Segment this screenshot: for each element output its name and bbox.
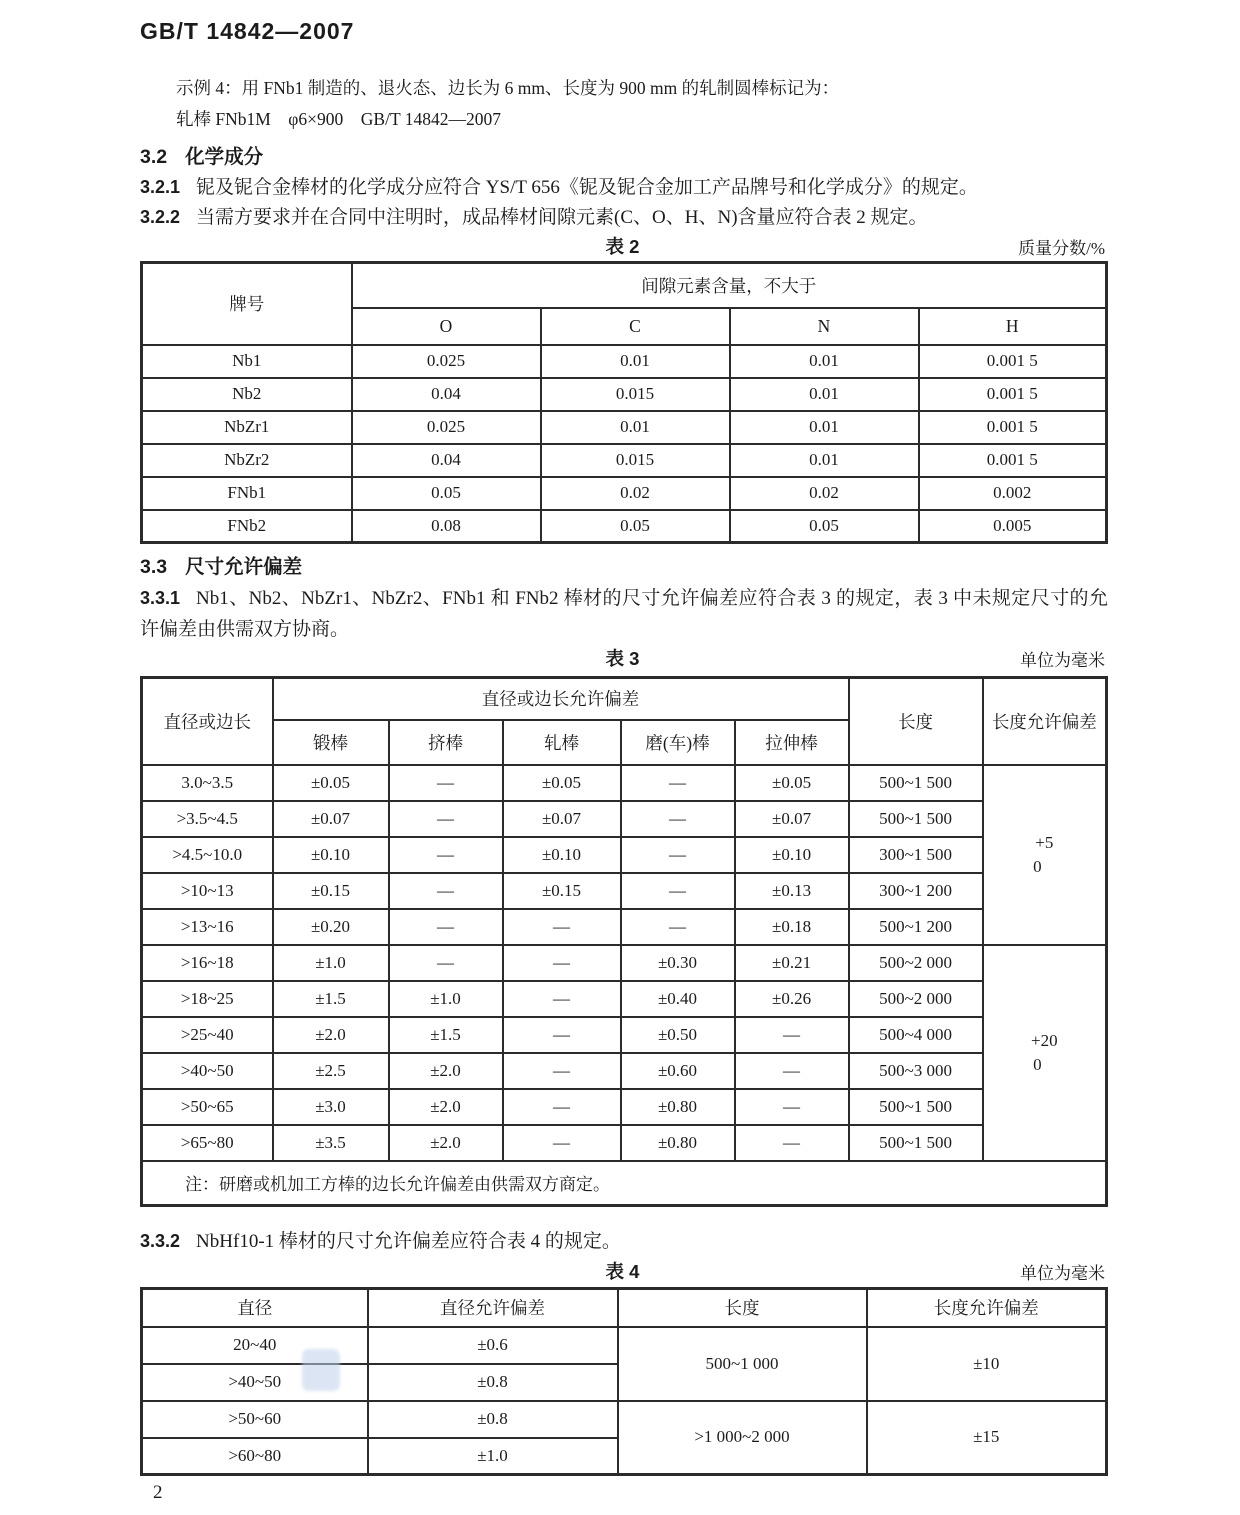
cell: >18~25 [142, 981, 273, 1017]
cell: 20~40 [142, 1327, 368, 1364]
cell: >40~50 [142, 1053, 273, 1089]
clause-3-3-2 [140, 1226, 1108, 1257]
tolerance-upper: +20 [1031, 1030, 1058, 1050]
cell: ±0.50 [621, 1017, 735, 1053]
cell: ±0.07 [735, 801, 849, 837]
cell: — [735, 1125, 849, 1161]
cell: 0.02 [541, 477, 730, 510]
cell: ±0.07 [503, 801, 621, 837]
table-row [142, 765, 1107, 801]
table-2-chemical-composition [140, 261, 1108, 544]
cell: ±1.0 [389, 981, 503, 1017]
cell: ±0.80 [621, 1125, 735, 1161]
table-header-row [142, 263, 1107, 308]
col-header: 轧棒 [503, 720, 621, 765]
cell: 0.01 [730, 345, 919, 378]
table-header-row [142, 678, 1107, 720]
cell: 0.01 [730, 411, 919, 444]
table-row [142, 909, 1107, 945]
cell: 0.002 [919, 477, 1107, 510]
col-header: 直径允许偏差 [368, 1289, 618, 1327]
cell: ±3.5 [273, 1125, 389, 1161]
cell: >16~18 [142, 945, 273, 981]
cell: 0.001 5 [919, 411, 1107, 444]
table-row [142, 1053, 1107, 1089]
table-row [142, 981, 1107, 1017]
cell: 0.01 [541, 411, 730, 444]
cell: ±2.5 [273, 1053, 389, 1089]
cell: ±0.13 [735, 873, 849, 909]
table-header-row [142, 1289, 1107, 1327]
cell: Nb1 [142, 345, 352, 378]
table-row [142, 411, 1107, 444]
clause-text: 铌及铌合金棒材的化学成分应符合 YS/T 656《铌及铌合金加工产品牌号和化学成分》的规定。 [196, 177, 978, 198]
clause-text: NbHf10-1 棒材的尺寸允许偏差应符合表 4 的规定。 [196, 1231, 621, 1252]
tolerance-upper: +5 [1035, 832, 1054, 852]
table-row [142, 477, 1107, 510]
cell: Nb2 [142, 378, 352, 411]
col-header-group: 直径或边长允许偏差 [273, 678, 849, 720]
cell: ±0.05 [503, 765, 621, 801]
cell: — [621, 801, 735, 837]
table4-caption-row [140, 1258, 1105, 1284]
tolerance-lower: 0 [1033, 1054, 1042, 1074]
cell: — [503, 909, 621, 945]
cell: — [621, 837, 735, 873]
cell: 500~3 000 [849, 1053, 983, 1089]
cell: ±0.80 [621, 1089, 735, 1125]
cell: NbZr2 [142, 444, 352, 477]
col-header: 长度允许偏差 [983, 678, 1107, 765]
cell: >13~16 [142, 909, 273, 945]
table-row [142, 1125, 1107, 1161]
cell: 500~1 500 [849, 1089, 983, 1125]
section-title: 化学成分 [185, 146, 264, 168]
length-tolerance-merged-cell: ±10 [867, 1327, 1107, 1401]
col-header: 拉伸棒 [735, 720, 849, 765]
cell: 500~2 000 [849, 981, 983, 1017]
cell: ±0.40 [621, 981, 735, 1017]
cell: 0.08 [352, 510, 541, 543]
table-row [142, 378, 1107, 411]
cell: ±2.0 [389, 1125, 503, 1161]
cell: 300~1 500 [849, 837, 983, 873]
cell: — [389, 909, 503, 945]
cell: ±1.5 [389, 1017, 503, 1053]
cell: ±0.6 [368, 1327, 618, 1364]
cell: — [621, 765, 735, 801]
cell: 0.025 [352, 411, 541, 444]
cell: 0.05 [730, 510, 919, 543]
cell: — [389, 765, 503, 801]
table-note-row [142, 1161, 1107, 1206]
cell: — [735, 1053, 849, 1089]
table2-caption-row [140, 233, 1105, 259]
cell: 0.01 [730, 444, 919, 477]
col-header: 直径 [142, 1289, 368, 1327]
cell: ±0.60 [621, 1053, 735, 1089]
col-header: 锻棒 [273, 720, 389, 765]
length-merged-cell: 500~1 000 [618, 1327, 867, 1401]
table4-unit-label: 单位为毫米 [1020, 1264, 1105, 1283]
clause-number: 3.2.2 [140, 207, 181, 227]
cell: ±0.21 [735, 945, 849, 981]
length-tolerance-merged-cell: ±15 [867, 1401, 1107, 1475]
cell: — [735, 1089, 849, 1125]
cell: 500~2 000 [849, 945, 983, 981]
cell: 0.01 [541, 345, 730, 378]
cell: 0.05 [541, 510, 730, 543]
cell: ±0.10 [503, 837, 621, 873]
cell: ±1.0 [368, 1438, 618, 1475]
cell: — [735, 1017, 849, 1053]
col-header: 长度 [618, 1289, 867, 1327]
section-title: 尺寸允许偏差 [185, 556, 303, 578]
cell: 0.005 [919, 510, 1107, 543]
cell: 0.001 5 [919, 378, 1107, 411]
cell: 0.04 [352, 444, 541, 477]
cell: FNb1 [142, 477, 352, 510]
table3-caption-row [140, 645, 1105, 671]
table-row [142, 801, 1107, 837]
tolerance-lower: 0 [1033, 856, 1042, 876]
cell: FNb2 [142, 510, 352, 543]
table4-caption: 表 4 [605, 1261, 640, 1282]
cell: 0.001 5 [919, 444, 1107, 477]
example-text-line2: 轧棒 FNb1M φ6×900 GB/T 14842—2007 [176, 109, 501, 129]
cell: >65~80 [142, 1125, 273, 1161]
cell: ±2.0 [389, 1089, 503, 1125]
cell: — [621, 909, 735, 945]
table-4-nbhf-dimension-tolerance [140, 1287, 1108, 1476]
col-header: N [730, 308, 919, 345]
table2-unit-label: 质量分数/% [1018, 239, 1105, 258]
cell: 3.0~3.5 [142, 765, 273, 801]
table-row [142, 837, 1107, 873]
table-row [142, 510, 1107, 543]
table-row [142, 873, 1107, 909]
cell: — [389, 837, 503, 873]
cell: ±2.0 [389, 1053, 503, 1089]
table-row [142, 1327, 1107, 1364]
cell: ±3.0 [273, 1089, 389, 1125]
col-header: 长度 [849, 678, 983, 765]
length-tolerance-merged-cell [983, 945, 1107, 1161]
cell: >50~65 [142, 1089, 273, 1125]
cell: 0.05 [352, 477, 541, 510]
cell: ±0.8 [368, 1401, 618, 1438]
cell: ±0.8 [368, 1364, 618, 1401]
cell: ±0.10 [273, 837, 389, 873]
cell: 500~1 500 [849, 765, 983, 801]
clause-text: 当需方要求并在合同中注明时，成品棒材间隙元素(C、O、H、N)含量应符合表 2 规定。 [196, 207, 928, 228]
col-header: 挤棒 [389, 720, 503, 765]
cell: >4.5~10.0 [142, 837, 273, 873]
cell: ±1.0 [273, 945, 389, 981]
cell: ±0.10 [735, 837, 849, 873]
section-3-3-heading [140, 551, 302, 579]
cell: 500~1 200 [849, 909, 983, 945]
cell: ±0.07 [273, 801, 389, 837]
cell: — [503, 981, 621, 1017]
col-header: 长度允许偏差 [867, 1289, 1107, 1327]
length-merged-cell: >1 000~2 000 [618, 1401, 867, 1475]
col-header: H [919, 308, 1107, 345]
col-header: O [352, 308, 541, 345]
table-row [142, 444, 1107, 477]
cell: >40~50 [142, 1364, 368, 1401]
table-row [142, 1401, 1107, 1438]
clause-number: 3.3.2 [140, 1231, 181, 1251]
cell: >50~60 [142, 1401, 368, 1438]
table-3-dimension-tolerance [140, 676, 1108, 1207]
cell: 0.025 [352, 345, 541, 378]
section-3-2-heading [140, 141, 263, 169]
cell: — [503, 1017, 621, 1053]
page-number: 2 [153, 1482, 163, 1503]
section-number: 3.3 [140, 556, 168, 578]
table-row [142, 1017, 1107, 1053]
cell: 0.04 [352, 378, 541, 411]
cell: >10~13 [142, 873, 273, 909]
table2-caption: 表 2 [605, 236, 640, 257]
clause-3-2-2 [140, 202, 1108, 233]
cell: ±0.05 [273, 765, 389, 801]
cell: 0.001 5 [919, 345, 1107, 378]
scan-smudge-artifact [302, 1349, 340, 1391]
cell: 500~4 000 [849, 1017, 983, 1053]
table-row [142, 945, 1107, 981]
cell: NbZr1 [142, 411, 352, 444]
length-tolerance-merged-cell [983, 765, 1107, 945]
cell: ±0.15 [273, 873, 389, 909]
cell: >25~40 [142, 1017, 273, 1053]
table3-unit-label: 单位为毫米 [1020, 651, 1105, 670]
clause-number: 3.3.1 [140, 588, 181, 608]
clause-3-3-1 [140, 583, 1108, 645]
col-header: 牌号 [142, 263, 352, 345]
cell: ±0.05 [735, 765, 849, 801]
cell: ±0.18 [735, 909, 849, 945]
col-header: 磨(车)棒 [621, 720, 735, 765]
cell: — [389, 801, 503, 837]
cell: 0.015 [541, 444, 730, 477]
cell: — [503, 945, 621, 981]
cell: ±0.20 [273, 909, 389, 945]
cell: — [389, 873, 503, 909]
clause-3-2-1 [140, 172, 1108, 203]
cell: ±1.5 [273, 981, 389, 1017]
table-row [142, 1089, 1107, 1125]
section-number: 3.2 [140, 146, 168, 168]
cell: ±0.15 [503, 873, 621, 909]
cell: 500~1 500 [849, 1125, 983, 1161]
cell: 300~1 200 [849, 873, 983, 909]
cell: 0.015 [541, 378, 730, 411]
cell: ±2.0 [273, 1017, 389, 1053]
cell: — [621, 873, 735, 909]
cell: >60~80 [142, 1438, 368, 1475]
cell: — [389, 945, 503, 981]
col-header: 直径或边长 [142, 678, 273, 765]
col-header: C [541, 308, 730, 345]
clause-text: Nb1、Nb2、NbZr1、NbZr2、FNb1 和 FNb2 棒材的尺寸允许偏差应符合表 3 的规定，表 3 中未规定尺寸的允许偏差由供需双方协商。 [140, 588, 1108, 640]
cell: 500~1 500 [849, 801, 983, 837]
cell: — [503, 1125, 621, 1161]
cell: >3.5~4.5 [142, 801, 273, 837]
table3-caption: 表 3 [605, 648, 640, 669]
example-text-line1: 示例 4：用 FNb1 制造的、退火态、边长为 6 mm、长度为 900 mm 的轧制圆棒标记为： [176, 78, 840, 98]
cell: 0.02 [730, 477, 919, 510]
cell: — [503, 1089, 621, 1125]
table3-note: 注：研磨或机加工方棒的边长允许偏差由供需双方商定。 [142, 1161, 1107, 1206]
cell: ±0.30 [621, 945, 735, 981]
cell: ±0.26 [735, 981, 849, 1017]
col-header-group: 间隙元素含量，不大于 [352, 263, 1107, 308]
cell: 0.01 [730, 378, 919, 411]
table-row [142, 345, 1107, 378]
clause-number: 3.2.1 [140, 177, 181, 197]
cell: — [503, 1053, 621, 1089]
standard-number-header: GB/T 14842—2007 [140, 18, 355, 44]
